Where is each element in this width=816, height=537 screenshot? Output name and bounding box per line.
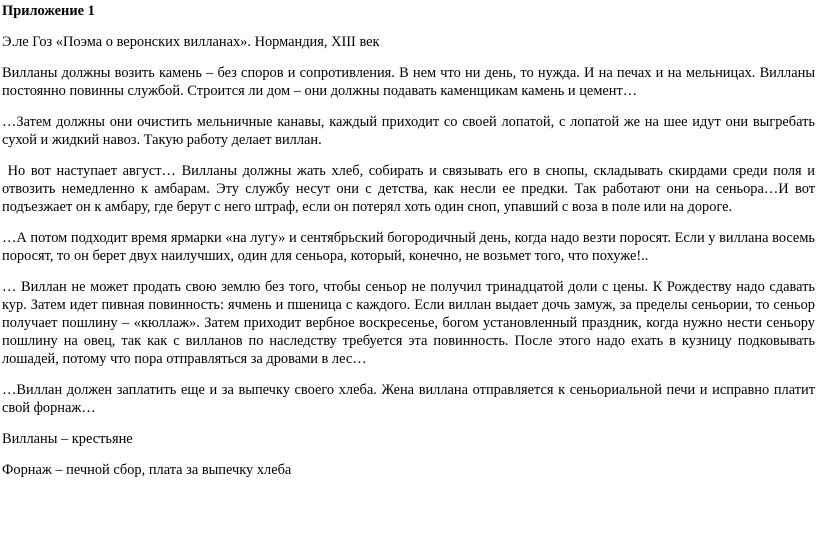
glossary-villains: Вилланы – крестьяне [2,431,133,447]
paragraph-land-duties: … Виллан не может продать свою землю без того, чтобы сеньор не получил тринадцатой доли с цены. К Рождеству надо сдавать кур. Затем идет пивная повинность: ячмень и пшеница с каждого. Если виллан выдает дочь замуж, за пределы сеньории, то сеньор получает пошлину – «кюллаж». Затем приходит вербное воскресенье, богом установленный праздник, когда нужно нести сеньору пошлину на овец, так как с вилланов по наследству требуется эта повинность. После этого надо ехать в кузницу подковывать лошадей, потому что пора отправляться за дровами в лес… [2,279,815,367]
paragraph-fornage: …Виллан должен заплатить еще и за выпечку своего хлеба. Жена виллана отправляется к сеньориальной печи и исправно платит свой форнаж… [2,382,815,416]
document-subtitle: Э.ле Гоз «Поэма о веронских вилланах». Нормандия, XIII век [2,34,380,50]
glossary-fornage: Форнаж – печной сбор, плата за выпечку хлеба [2,462,292,478]
paragraph-ditch-cleaning: …Затем должны они очистить мельничные канавы, каждый приходит со своей лопатой, с лопатой же на шее идут они выгребать сухой и жидкий навоз. Такую работу делает виллан. [2,114,815,148]
document-title: Приложение 1 [2,3,95,19]
paragraph-august-harvest: Но вот наступает август… Вилланы должны жать хлеб, собирать и связывать его в снопы, складывать скирдами среди поля и отвозить немедленно к амбарам. Эту службу несут они с детства, как несли ее предки. Так работают они на сеньора…И вот подъезжает он к амбару, где берут с него штраф, если он потерял хоть один сноп, упавший с воза в поле или на дороге. [2,163,815,215]
document-page [0,2,816,479]
paragraph-stone-duty: Вилланы должны возить камень – без споров и сопротивления. В нем что ни день, то нужда. И на печах и на мельницах. Вилланы постоянно повинны службой. Строится ли дом – они должны подавать каменщикам камень и цемент… [2,65,815,99]
paragraph-fair-pigs: …А потом подходит время ярмарки «на лугу» и сентябрьский богородичный день, когда надо везти поросят. Если у виллана восемь поросят, то он берет двух наилучших, один для сеньора, который, конечно, не возьмет того, что похуже!.. [2,230,815,264]
